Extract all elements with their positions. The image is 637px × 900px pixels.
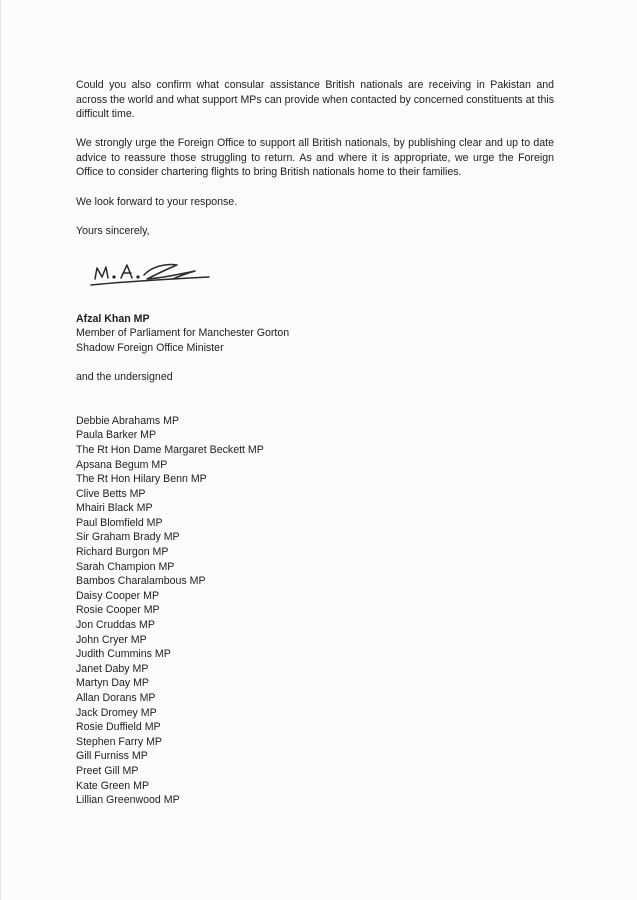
undersigned-label: and the undersigned (76, 371, 173, 384)
signatory: The Rt Hon Dame Margaret Beckett MP (76, 443, 264, 456)
letter-body (76, 78, 554, 808)
signatory: Sir Graham Brady MP (76, 531, 180, 544)
signatory: Kate Green MP (76, 779, 150, 792)
signatory: Paul Blomfield MP (76, 516, 163, 529)
paragraph-consular-assistance: Could you also confirm what consular assistance British nationals are receiving in Pakistan and across the world and what support MPs can provide when contacted by concerned constituents at this difficult time. (76, 79, 554, 121)
paragraph-look-forward: We look forward to your response. (76, 195, 238, 208)
signatory: Apsana Begum MP (76, 458, 168, 471)
signatory: Gill Furniss MP (76, 750, 148, 763)
signer-name: Afzal Khan MP (76, 312, 150, 325)
signatory: Martyn Day MP (76, 677, 149, 690)
signatory: Rosie Duffield MP (76, 721, 161, 734)
signatory: Daisy Cooper MP (76, 589, 160, 602)
signer-constituency: Member of Parliament for Manchester Gorton (76, 327, 290, 340)
signatory: Bambos Charalambous MP (76, 575, 206, 588)
signatory: Judith Cummins MP (76, 648, 171, 661)
signatory: Jon Cruddas MP (76, 619, 155, 632)
signatory: Jack Dromey MP (76, 706, 157, 719)
signatories-list (76, 414, 554, 808)
signatory: Lillian Greenwood MP (76, 794, 180, 807)
signatory: Richard Burgon MP (76, 546, 169, 559)
signatory: Paula Barker MP (76, 429, 157, 442)
signatory: Rosie Cooper MP (76, 604, 160, 617)
handwritten-signature (81, 253, 554, 297)
signatory: Allan Dorans MP (76, 692, 156, 704)
signatory: Sarah Champion MP (76, 560, 175, 573)
signatory: Preet Gill MP (76, 764, 139, 777)
signatory: Stephen Farry MP (76, 735, 162, 748)
signatory: Janet Daby MP (76, 662, 149, 675)
signer-position: Shadow Foreign Office Minister (76, 341, 224, 354)
closing-salutation: Yours sincerely, (76, 224, 150, 237)
signatory: Clive Betts MP (76, 487, 146, 500)
paragraph-urge-support: We strongly urge the Foreign Office to support all British nationals, by publishing clear and up to date advice to reassure those struggling to return. As and where it is appropriate, we urge the Foreign Office to consider chartering flights to bring British nationals home to their families. (76, 137, 554, 179)
signatory: Debbie Abrahams MP (76, 414, 180, 427)
signatory: John Cryer MP (76, 633, 147, 646)
signatory: The Rt Hon Hilary Benn MP (76, 473, 207, 486)
signatory: Mhairi Black MP (76, 502, 153, 515)
